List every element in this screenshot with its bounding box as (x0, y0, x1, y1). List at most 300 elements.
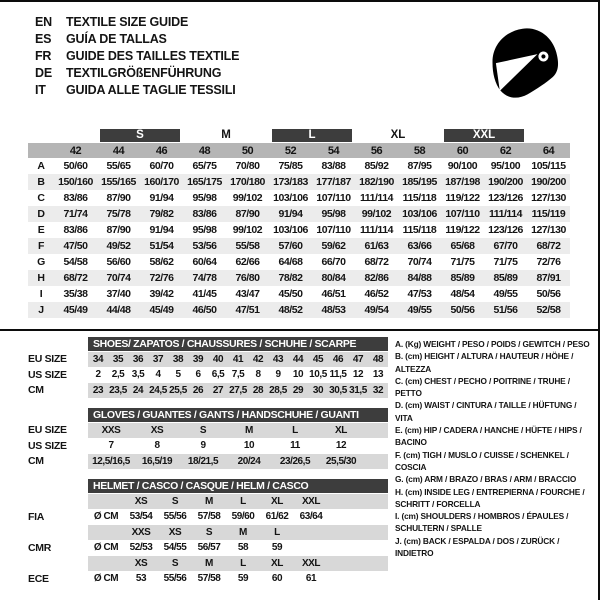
size-value: 24 (128, 383, 148, 399)
guide-title: TEXTILE SIZE GUIDE (66, 14, 189, 29)
size-value: S (192, 525, 226, 541)
size-value: 115/119 (527, 206, 570, 222)
size-band-label: M (221, 129, 231, 141)
size-value: 71/75 (450, 256, 475, 268)
size-value: 57/58 (197, 573, 221, 585)
size-value: 28,5 (268, 383, 288, 399)
size-value: 48/52 (269, 302, 312, 318)
table-title: HELMET / CASCO / CASQUE / HELM / CASCO (88, 479, 388, 493)
size-value: 165/175 (183, 174, 226, 190)
size-value: 60/70 (149, 160, 174, 172)
measurement-row (28, 286, 570, 302)
size-value: 91/94 (149, 192, 174, 204)
size-value: 83/86 (63, 192, 88, 204)
size-value: 107/110 (316, 224, 351, 236)
legend-item: H. (cm) INSIDE LEG / ENTREPIERNA / FOURCHE / SCHRITT / FORCELLA (395, 486, 585, 509)
measurement-row (28, 158, 570, 174)
size-value: 70/74 (97, 270, 140, 286)
size-value: XS (124, 556, 158, 572)
size-value: 48/54 (450, 288, 475, 300)
size-value: L (226, 494, 260, 510)
size-value: 59/60 (231, 511, 255, 523)
row-letter: J (28, 302, 54, 318)
size-value: XS (124, 494, 158, 510)
numeric-size-row (28, 143, 570, 158)
size-value: 29 (288, 383, 308, 399)
size-value: 45/49 (54, 302, 97, 318)
size-band-cell (355, 128, 441, 143)
size-value: 34 (88, 352, 108, 368)
size-value: 170/180 (226, 174, 269, 190)
size-value: 39/42 (149, 288, 174, 300)
size-value: 62/66 (235, 256, 260, 268)
size-value: 182/190 (355, 174, 398, 190)
size-value: 75/78 (97, 206, 140, 222)
size-value: 87/90 (226, 206, 269, 222)
language-row (35, 47, 239, 64)
language-row (35, 30, 239, 47)
size-value: M (226, 525, 260, 541)
size-value: 150/160 (54, 174, 97, 190)
size-value: S (158, 494, 192, 510)
size-value: 76/80 (226, 270, 269, 286)
size-value: 91/94 (149, 224, 174, 236)
size-row (28, 367, 388, 383)
size-value: 59 (271, 542, 283, 554)
size-value: 78/82 (269, 270, 312, 286)
legend-item: A. (Kg) WEIGHT / PESO / POIDS / GEWITCH / PESO (395, 339, 590, 349)
size-value: 55/56 (163, 573, 187, 585)
size-value: 190/200 (484, 174, 527, 190)
size-value: 10 (292, 369, 304, 381)
size-value: 63/66 (398, 238, 441, 254)
size-value: 58 (237, 542, 249, 554)
legend-item: J. (cm) BACK / ESPALDA / DOS / ZURÜCK / INDIETRO (395, 535, 560, 559)
size-value: XL (260, 494, 294, 510)
numeric-size: 44 (97, 143, 140, 158)
shoes-size-table (28, 336, 388, 398)
size-value: 103/106 (398, 206, 441, 222)
size-value: 26 (188, 383, 208, 399)
filler-cell (364, 438, 388, 454)
size-value: 51/56 (484, 302, 527, 318)
measurement-row (28, 206, 570, 222)
legend-item: B. (cm) HEIGHT / ALTURA / HAUTEUR / HÖHE / ALTEZZA (395, 351, 574, 374)
measurement-legend (395, 338, 596, 559)
spacer-cell (54, 128, 97, 143)
size-value: 50/60 (63, 160, 88, 172)
size-value: 8 (255, 369, 261, 381)
size-value: 63/64 (299, 511, 323, 523)
table-header-cell (88, 478, 388, 494)
helmet-sizes-row (28, 525, 388, 541)
row-letter: D (28, 206, 54, 222)
size-value: 45/50 (278, 288, 303, 300)
size-band-label: XL (390, 129, 406, 141)
size-value: 13 (372, 369, 384, 381)
standard-label (28, 525, 88, 541)
size-value: 49/54 (355, 302, 398, 318)
guide-title: GUIDE DES TAILLES TEXTILE (66, 48, 240, 63)
size-value: 111/114 (359, 192, 394, 204)
size-value: 160/170 (140, 174, 183, 190)
size-value: 46/51 (321, 288, 346, 300)
size-value: 84/88 (398, 270, 441, 286)
size-value: 95/98 (192, 224, 217, 236)
size-value: 37/40 (106, 288, 131, 300)
size-value: 30,5 (328, 383, 348, 399)
size-row (28, 352, 388, 368)
guide-title: TEXTILGRÖßENFÜHRUNG (66, 65, 222, 80)
size-band-cell (183, 128, 269, 143)
size-value: XXL (294, 494, 328, 510)
size-row (28, 423, 388, 439)
row-label: EU SIZE (28, 353, 67, 366)
size-value: 23/26,5 (272, 454, 318, 470)
size-value: 47/51 (226, 302, 269, 318)
size-value: L (226, 556, 260, 572)
size-value: 46 (328, 352, 348, 368)
size-value: L (260, 525, 294, 541)
size-value: 115/118 (402, 224, 437, 236)
size-band-row (28, 128, 570, 143)
size-value: 20/24 (226, 454, 272, 470)
size-value: 107/110 (441, 206, 484, 222)
size-value: 43/47 (235, 288, 260, 300)
size-value: 35 (108, 352, 128, 368)
size-value: 87/91 (527, 270, 570, 286)
size-value: 87/90 (106, 224, 131, 236)
size-value: 61/62 (265, 511, 289, 523)
size-band-label: S (100, 129, 180, 142)
size-value: 173/183 (269, 174, 312, 190)
language-row (35, 81, 239, 98)
size-value: S (180, 423, 226, 439)
textile-size-table (28, 128, 570, 318)
size-value: 49/52 (97, 238, 140, 254)
size-value: 47/53 (407, 288, 432, 300)
size-value: 48/53 (312, 302, 355, 318)
size-value: 7 (108, 440, 114, 452)
standard-label: ECE (28, 572, 49, 585)
spacer-cell (28, 143, 54, 158)
racing-helmet-icon (486, 18, 566, 108)
guide-title: GUÍA DE TALLAS (66, 31, 167, 46)
size-value (294, 540, 328, 556)
size-value: M (226, 423, 272, 439)
size-value: 95/98 (312, 206, 355, 222)
table-header-row (28, 478, 388, 494)
size-value: 6 (195, 369, 201, 381)
size-value: 60 (271, 573, 283, 585)
size-row (28, 438, 388, 454)
size-value: 47/50 (54, 238, 97, 254)
row-letter: G (37, 256, 45, 268)
size-value: 95/98 (192, 192, 217, 204)
diameter-unit: Ø CM (93, 573, 119, 585)
filler-cell (328, 509, 388, 525)
size-value: 123/126 (488, 224, 523, 236)
size-value: 10 (243, 440, 255, 452)
size-value: 85/89 (484, 270, 527, 286)
size-value: 2,5 (111, 369, 125, 381)
size-value: 68/72 (364, 256, 389, 268)
size-band-cell (269, 128, 355, 143)
legend-item: I. (cm) SHOULDERS / HOMBROS / ÉPAULES / SCHULTERN / SPALLE (395, 511, 569, 534)
row-letter: A (37, 160, 45, 172)
size-value: 70/74 (407, 256, 432, 268)
size-value: 82/86 (355, 270, 398, 286)
filler-cell (328, 540, 388, 556)
size-value (294, 525, 328, 541)
helmet-values-row (28, 540, 388, 556)
language-row (35, 13, 239, 30)
size-value: 23 (88, 383, 108, 399)
size-value: 55/58 (226, 238, 269, 254)
size-value: 44 (288, 352, 308, 368)
row-letter: I (39, 288, 43, 300)
spacer-cell (28, 478, 88, 494)
size-band-label: XXL (444, 129, 524, 142)
language-code: ES (35, 31, 52, 46)
size-value: 190/200 (527, 174, 570, 190)
size-value: XXS (88, 423, 134, 439)
spacer-cell (28, 336, 88, 352)
row-label: CM (28, 384, 44, 397)
size-value: 50/56 (536, 288, 561, 300)
size-value: 103/106 (273, 224, 308, 236)
size-value: 9 (275, 369, 281, 381)
size-value: 67/70 (484, 238, 527, 254)
size-value: 46/50 (183, 302, 226, 318)
size-value: 52/53 (129, 542, 153, 554)
language-title-list (35, 13, 239, 98)
size-value: 51/54 (140, 238, 183, 254)
size-value: 41/45 (192, 288, 217, 300)
size-value: 57/58 (197, 511, 221, 523)
guide-title: GUIDA ALLE TAGLIE TESSILI (66, 82, 236, 97)
size-value: 57/60 (269, 238, 312, 254)
standard-label (28, 494, 88, 510)
size-value: 49/55 (493, 288, 518, 300)
size-value: M (192, 494, 226, 510)
size-value: 45/49 (140, 302, 183, 318)
measurement-row (28, 254, 570, 270)
size-value: 79/82 (140, 206, 183, 222)
size-value: 5 (175, 369, 181, 381)
size-value: 61/63 (355, 238, 398, 254)
size-value: 54/58 (63, 256, 88, 268)
size-value: 12 (335, 440, 347, 452)
size-value: 99/102 (232, 192, 263, 204)
size-value: 91/94 (269, 206, 312, 222)
size-value: 12,5/16,5 (88, 454, 134, 470)
size-value: 68/72 (54, 270, 97, 286)
numeric-size: 50 (226, 143, 269, 158)
table-header-cell (88, 407, 388, 423)
measurement-row (28, 238, 570, 254)
size-value: 3,5 (131, 369, 145, 381)
size-value: M (192, 556, 226, 572)
size-value: 48 (368, 352, 388, 368)
size-value: 53/56 (183, 238, 226, 254)
language-code: EN (35, 14, 52, 29)
row-letter: E (37, 224, 45, 236)
size-band-label: L (272, 129, 352, 142)
filler-cell (328, 571, 388, 587)
size-value: 56/60 (106, 256, 131, 268)
size-value: 9 (200, 440, 206, 452)
size-value: 71/74 (54, 206, 97, 222)
size-value: 80/84 (312, 270, 355, 286)
size-value: 7,5 (231, 369, 245, 381)
helmet-sizes-row (28, 556, 388, 572)
size-value: 105/115 (531, 160, 566, 172)
size-value: 38 (168, 352, 188, 368)
size-value: 111/114 (359, 224, 394, 236)
size-value: 65/68 (441, 238, 484, 254)
row-label: EU SIZE (28, 424, 67, 437)
numeric-size: 56 (355, 143, 398, 158)
diameter-unit (88, 494, 124, 510)
size-value: 39 (188, 352, 208, 368)
row-letter: F (28, 238, 54, 254)
size-value: 68/72 (527, 238, 570, 254)
size-value: 6,5 (211, 369, 225, 381)
size-value: 55/56 (163, 511, 187, 523)
row-label: US SIZE (28, 368, 67, 381)
size-band-cell (441, 128, 527, 143)
size-value: XXS (124, 525, 158, 541)
size-value: 87/95 (407, 160, 432, 172)
size-value: 85/89 (441, 270, 484, 286)
size-value: 53/54 (129, 511, 153, 523)
size-value: 99/102 (232, 224, 263, 236)
row-label: CM (28, 455, 44, 468)
size-value: 11 (290, 440, 300, 452)
size-value: L (272, 423, 318, 439)
row-label: US SIZE (28, 439, 67, 452)
size-value: 155/165 (97, 174, 140, 190)
size-value: 71/75 (493, 256, 518, 268)
size-value: 83/86 (63, 224, 88, 236)
size-value: 25,5/30 (318, 454, 364, 470)
size-value: 115/118 (402, 192, 437, 204)
size-value: 47 (348, 352, 368, 368)
spacer-cell (28, 407, 88, 423)
helmet-sizes-row (28, 494, 388, 510)
numeric-size: 52 (269, 143, 312, 158)
size-value: 54/55 (163, 542, 187, 554)
row-letter: H (28, 270, 54, 286)
size-value: 119/122 (445, 192, 480, 204)
size-value: 30 (308, 383, 328, 399)
size-value: 74/78 (183, 270, 226, 286)
size-value: 127/130 (531, 192, 566, 204)
numeric-size: 62 (484, 143, 527, 158)
legend-item: C. (cm) CHEST / PECHO / POITRINE / TRUHE / PETTO (395, 375, 570, 399)
filler-cell (364, 454, 388, 470)
helmet-values-row (28, 509, 388, 525)
size-value: 2 (95, 369, 101, 381)
size-value: 103/106 (273, 192, 308, 204)
size-value: 61 (305, 573, 317, 585)
section-divider (0, 329, 600, 331)
size-value: 52/58 (527, 302, 570, 318)
legend-item: D. (cm) WAIST / CINTURA / TAILLE / HÜFTUNG / VITA (395, 400, 577, 423)
size-value: 24,5 (148, 383, 168, 399)
size-value: 95/100 (490, 160, 521, 172)
table-header-row (28, 336, 388, 352)
size-value: XXL (294, 556, 328, 572)
size-value: 12 (352, 369, 364, 381)
size-value: 18/21,5 (180, 454, 226, 470)
size-value: 27 (208, 383, 228, 399)
size-value: 41 (228, 352, 248, 368)
size-row (28, 383, 388, 399)
size-value: 85/92 (364, 160, 389, 172)
helmet-size-table (28, 478, 388, 587)
spacer-cell (28, 128, 54, 143)
size-value: 75/85 (278, 160, 303, 172)
numeric-size: 58 (398, 143, 441, 158)
size-value: 87/90 (106, 192, 131, 204)
gloves-size-table (28, 407, 388, 469)
diameter-unit: Ø CM (93, 542, 119, 554)
numeric-size: 46 (140, 143, 183, 158)
size-value: 45 (308, 352, 328, 368)
filler-cell (364, 423, 388, 439)
filler-cell (328, 556, 388, 572)
measurement-row (28, 222, 570, 238)
filler-cell (328, 525, 388, 541)
size-value: 16,5/19 (134, 454, 180, 470)
size-value: 40 (208, 352, 228, 368)
spacer-cell (527, 128, 570, 143)
accessory-tables (28, 336, 388, 596)
size-value: 31,5 (348, 383, 368, 399)
size-value: 119/122 (445, 224, 480, 236)
size-row (28, 454, 388, 470)
size-value: 99/102 (355, 206, 398, 222)
row-letter: B (28, 174, 54, 190)
language-code: DE (35, 65, 52, 80)
diameter-unit: Ø CM (93, 511, 119, 523)
numeric-size: 60 (441, 143, 484, 158)
size-value: 32 (368, 383, 388, 399)
size-value: 59 (237, 573, 249, 585)
table-header-row (28, 407, 388, 423)
size-value: 11,5 (329, 369, 347, 381)
size-value: 72/76 (140, 270, 183, 286)
diameter-unit (88, 556, 124, 572)
size-value: XS (134, 423, 180, 439)
diameter-unit (88, 525, 124, 541)
row-letter: C (37, 192, 45, 204)
numeric-size: 54 (312, 143, 355, 158)
size-value: 43 (268, 352, 288, 368)
size-value: 53 (135, 573, 147, 585)
size-value: 42 (248, 352, 268, 368)
size-value: 107/110 (316, 192, 351, 204)
size-value: 23,5 (108, 383, 128, 399)
size-value: 70/80 (235, 160, 260, 172)
size-value: XL (318, 423, 364, 439)
size-value: 64/68 (278, 256, 303, 268)
legend-item: F. (cm) TIGH / MUSLO / CUISSE / SCHENKEL / COSCIA (395, 449, 569, 472)
measurement-row (28, 270, 570, 286)
size-value: 90/100 (447, 160, 478, 172)
